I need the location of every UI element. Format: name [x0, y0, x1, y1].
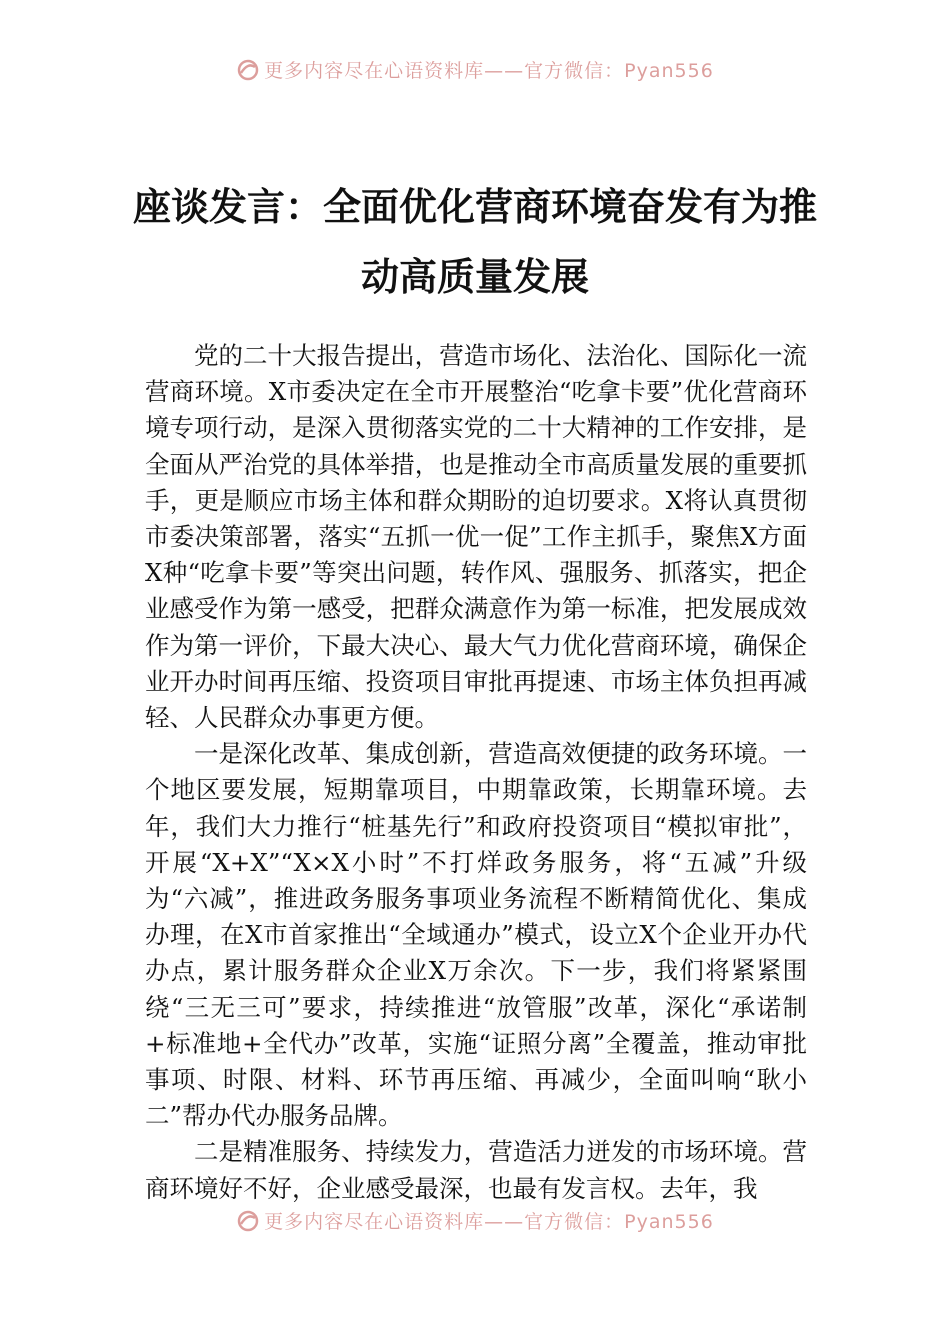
document-title-line-2: 动高质量发展: [360, 254, 589, 299]
paragraph-point-1: 一是深化改革、集成创新，营造高效便捷的政务环境。一个地区要发展，短期靠项目，中期靠政策，长期靠环境。去年，我们大力推行“桩基先行”和政府投资项目“模拟审批”，开展“X+X”“X×X小时”不打烊政务服务，将“五减”升级为“六减”，推进政务服务事项业务流程不断精简优化、集成办理，在X市首家推出“全域通办”模式，设立X个企业开办代办点，累计服务群众企业X万余次。下一步，我们将紧紧围绕“三无三可”要求，持续推进“放管服”改革，深化“承诺制+标准地+全代办”改革，实施“证照分离”全覆盖，推动审批事项、时限、材料、环节再压缩、再减少，全面叫响“耿小二”帮办代办服务品牌。: [145, 739, 807, 1131]
watermark-logo-icon: [236, 1209, 260, 1233]
watermark-text: 更多内容尽在心语资料库——官方微信：Pyan556: [264, 60, 714, 82]
paragraph-point-2: 二是精准服务、持续发力，营造活力迸发的市场环境。营商环境好不好，企业感受最深，也最有发言权。去年，我: [145, 1137, 807, 1203]
document-title-line-1: 座谈发言：全面优化营商环境奋发有为推: [132, 184, 817, 229]
document-body: [145, 338, 807, 1207]
watermark-logo-icon: [236, 58, 260, 82]
watermark-text: 更多内容尽在心语资料库——官方微信：Pyan556: [264, 1211, 714, 1233]
paragraph-intro: 党的二十大报告提出，营造市场化、法治化、国际化一流营商环境。X市委决定在全市开展整治“吃拿卡要”优化营商环境专项行动，是深入贯彻落实党的二十大精神的工作安排，是全面从严治党的具体举措，也是推动全市高质量发展的重要抓手，更是顺应市场主体和群众期盼的迫切要求。X将认真贯彻市委决策部署，落实“五抓一优一促”工作主抓手，聚焦X方面X种“吃拿卡要”等突出问题，转作风、强服务、抓落实，把企业感受作为第一感受，把群众满意作为第一标准，把发展成效作为第一评价，下最大决心、最大气力优化营商环境，确保企业开办时间再压缩、投资项目审批再提速、市场主体负担再减轻、人民群众办事更方便。: [145, 341, 807, 733]
header-watermark: [0, 56, 950, 83]
footer-watermark: [0, 1207, 950, 1234]
